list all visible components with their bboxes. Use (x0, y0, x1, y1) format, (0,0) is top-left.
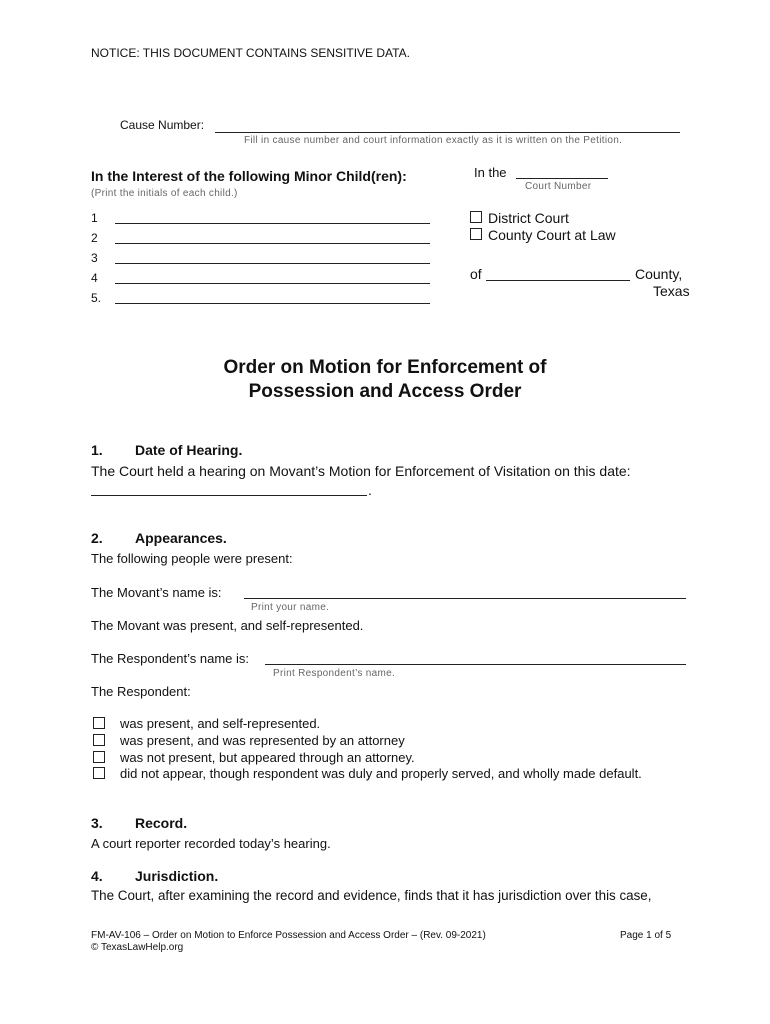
movant-status: The Movant was present, and self-represented. (91, 618, 364, 633)
respondent-option-label-1: was present, and self-represented. (120, 716, 321, 731)
county-name-field[interactable] (486, 280, 630, 281)
respondent-name-hint: Print Respondent’s name. (273, 668, 396, 679)
section-1-period: . (368, 482, 372, 498)
child-initials-field-5[interactable] (115, 303, 430, 304)
county-court-at-law-label: County Court at Law (488, 227, 616, 243)
respondent-option-label-3: was not present, but appeared through an attorney. (120, 750, 415, 765)
footer-page-number: Page 1 of 5 (620, 930, 672, 941)
respondent-name-field[interactable] (265, 664, 686, 665)
section-4-heading: Jurisdiction. (135, 868, 219, 884)
court-number-hint: Court Number (525, 181, 592, 192)
cause-number-field[interactable] (215, 132, 680, 133)
child-number-1: 1 (91, 211, 98, 225)
section-2-heading: Appearances. (135, 530, 227, 546)
movant-name-field[interactable] (244, 598, 686, 599)
respondent-option-checkbox-4[interactable] (93, 767, 105, 779)
child-number-5: 5. (91, 291, 102, 305)
child-number-2: 2 (91, 231, 98, 245)
section-1-number: 1. (91, 442, 103, 458)
respondent-option-label-2: was present, and was represented by an attorney (120, 733, 405, 748)
court-number-field[interactable] (516, 178, 608, 179)
section-4-text: The Court, after examining the record and evidence, finds that it has jurisdiction over this case, (91, 888, 652, 903)
child-initials-field-1[interactable] (115, 223, 430, 224)
child-initials-field-4[interactable] (115, 283, 430, 284)
section-3-heading: Record. (135, 815, 188, 831)
footer-form-info: FM-AV-106 – Order on Motion to Enforce Possession and Access Order – (Rev. 09-2021) (91, 930, 486, 941)
respondent-heading: The Respondent: (91, 684, 191, 699)
county-label: County, (635, 266, 683, 282)
district-court-checkbox[interactable] (470, 211, 482, 223)
document-title-line-2: Possession and Access Order (248, 381, 522, 402)
respondent-name-label: The Respondent’s name is: (91, 651, 250, 666)
respondent-option-checkbox-3[interactable] (93, 751, 105, 763)
hearing-date-field[interactable] (91, 495, 367, 496)
section-3-text: A court reporter recorded today’s hearing. (91, 836, 331, 851)
footer-copyright: © TexasLawHelp.org (91, 942, 184, 953)
child-number-4: 4 (91, 271, 98, 285)
child-number-3: 3 (91, 251, 98, 265)
child-initials-field-2[interactable] (115, 243, 430, 244)
section-2-number: 2. (91, 530, 103, 546)
section-2-intro: The following people were present: (91, 551, 293, 566)
section-3-number: 3. (91, 815, 103, 831)
section-1-text: The Court held a hearing on Movant’s Motion for Enforcement of Visitation on this date: (91, 463, 631, 479)
county-court-at-law-checkbox[interactable] (470, 228, 482, 240)
cause-number-label: Cause Number: (120, 118, 205, 132)
sensitive-notice: NOTICE: THIS DOCUMENT CONTAINS SENSITIVE DATA. (91, 46, 410, 60)
respondent-option-checkbox-2[interactable] (93, 734, 105, 746)
section-1-heading: Date of Hearing. (135, 442, 243, 458)
respondent-option-checkbox-1[interactable] (93, 717, 105, 729)
cause-number-hint: Fill in cause number and court information exactly as it is written on the Petition. (244, 135, 623, 146)
of-label: of (470, 266, 482, 282)
in-the-label: In the (474, 165, 507, 180)
children-heading: In the Interest of the following Minor Child(ren): (91, 168, 407, 184)
children-hint: (Print the initials of each child.) (91, 188, 238, 199)
section-4-number: 4. (91, 868, 103, 884)
document-title-line-1: Order on Motion for Enforcement of (223, 357, 547, 378)
child-initials-field-3[interactable] (115, 263, 430, 264)
district-court-label: District Court (488, 210, 569, 226)
movant-name-label: The Movant’s name is: (91, 585, 222, 600)
state-label: Texas (653, 283, 690, 299)
respondent-option-label-4: did not appear, though respondent was duly and properly served, and wholly made default. (120, 766, 642, 781)
movant-name-hint: Print your name. (251, 602, 330, 613)
